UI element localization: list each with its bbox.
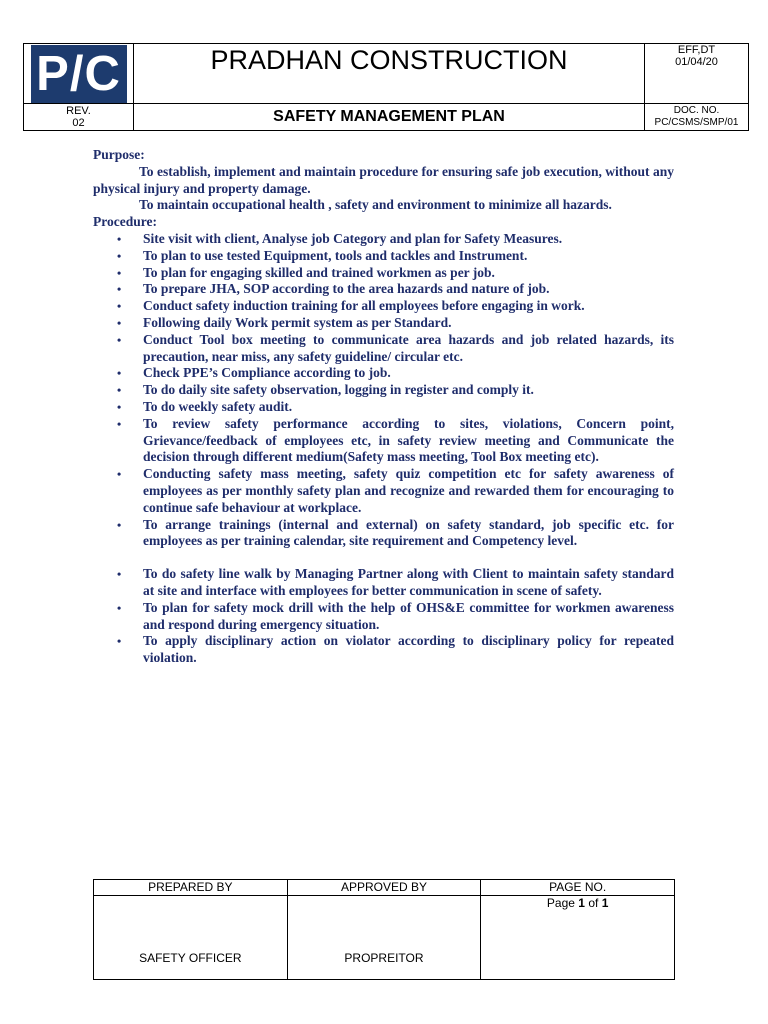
procedure-item bbox=[93, 365, 674, 382]
procedure-item bbox=[93, 281, 674, 298]
procedure-item bbox=[93, 332, 674, 366]
procedure-item-text: To plan to use tested Equipment, tools and tackles and Instrument. bbox=[143, 247, 528, 263]
plan-title: SAFETY MANAGEMENT PLAN bbox=[134, 104, 645, 131]
prepared-by-value: SAFETY OFFICER bbox=[94, 896, 288, 980]
procedure-item bbox=[93, 566, 674, 600]
eff-label: EFF,DT bbox=[677, 44, 716, 56]
bullet-icon: • bbox=[117, 366, 122, 381]
procedure-item bbox=[93, 248, 674, 265]
procedure-list bbox=[93, 231, 674, 550]
bullet-icon: • bbox=[117, 282, 122, 297]
procedure-item bbox=[93, 399, 674, 416]
procedure-item-text: Conduct Tool box meeting to communicate area hazards and job related hazards, its precaution, near miss, any safety guideline/ circular etc. bbox=[143, 331, 674, 364]
procedure-item bbox=[93, 466, 674, 516]
procedure-heading: Procedure: bbox=[93, 214, 157, 230]
bullet-icon: • bbox=[117, 634, 122, 649]
bullet-icon: • bbox=[117, 265, 122, 280]
prepared-by-label: PREPARED BY bbox=[94, 880, 288, 896]
effective-date-cell bbox=[645, 44, 749, 104]
procedure-item-text: To review safety performance according to sites, violations, Concern point, Grievance/feedback of employees etc, in safety review meeting and Communicate the decision through different medium(Safety mass meeting, Tool Box meeting etc). bbox=[143, 415, 674, 465]
procedure-item-text: Check PPE’s Compliance according to job. bbox=[143, 365, 391, 381]
bullet-icon: • bbox=[117, 517, 122, 532]
bullet-icon: • bbox=[117, 383, 122, 398]
procedure-item-text: Following daily Work permit system as per Standard. bbox=[143, 314, 452, 330]
bullet-icon: • bbox=[117, 467, 122, 482]
purpose-line-1: To establish, implement and maintain procedure for ensuring safe job execution, without any physical injury and property damage. bbox=[93, 163, 674, 196]
bullet-icon: • bbox=[117, 567, 122, 582]
bullet-icon: • bbox=[117, 248, 122, 263]
procedure-item-text: To do safety line walk by Managing Partner along with Client to maintain safety standard at site and interface with employees for better communication in scene of safety. bbox=[143, 566, 674, 598]
procedure-item bbox=[93, 600, 674, 634]
procedure-item bbox=[93, 231, 674, 248]
procedure-item-text: Conduct safety induction training for all employees before engaging in work. bbox=[143, 298, 585, 314]
eff-date: 01/04/20 bbox=[675, 56, 718, 68]
company-name: PRADHAN CONSTRUCTION bbox=[134, 44, 645, 104]
procedure-item-text: Site visit with client, Analyse job Category and plan for Safety Measures. bbox=[143, 230, 563, 246]
page-total: 1 bbox=[601, 896, 609, 910]
bullet-icon: • bbox=[117, 600, 122, 615]
procedure-item-text: To do weekly safety audit. bbox=[143, 398, 293, 414]
revision-cell bbox=[24, 104, 134, 131]
doc-number-cell bbox=[645, 104, 749, 131]
bullet-icon: • bbox=[117, 231, 122, 246]
procedure-item-text: To prepare JHA, SOP according to the area hazards and nature of job. bbox=[143, 281, 550, 297]
procedure-item-text: To do daily site safety observation, logging in register and comply it. bbox=[143, 382, 534, 398]
page-word: Page bbox=[546, 896, 575, 910]
bullet-icon: • bbox=[117, 299, 122, 314]
procedure-item bbox=[93, 633, 674, 667]
procedure-item-text: To plan for engaging skilled and trained workmen as per job. bbox=[143, 264, 495, 280]
page-number bbox=[481, 896, 675, 980]
company-logo: P/C bbox=[31, 45, 127, 103]
procedure-item-text: To arrange trainings (internal and external) on safety standard, job specific etc. for employees as per training calendar, site requirement and Competency level. bbox=[143, 516, 674, 549]
rev-value: 02 bbox=[72, 117, 85, 129]
bullet-icon: • bbox=[117, 315, 122, 330]
approved-by-value: PROPREITOR bbox=[287, 896, 481, 980]
approved-by-label: APPROVED BY bbox=[287, 880, 481, 896]
procedure-item bbox=[93, 416, 674, 466]
logo-cell bbox=[24, 44, 134, 104]
bullet-icon: • bbox=[117, 416, 122, 431]
of-word: of bbox=[588, 896, 599, 910]
signature-table bbox=[93, 879, 675, 980]
procedure-item bbox=[93, 517, 674, 551]
rev-label: REV. bbox=[66, 105, 91, 117]
purpose-heading: Purpose: bbox=[93, 147, 145, 162]
bullet-icon: • bbox=[117, 399, 122, 414]
procedure-list-continued bbox=[93, 566, 674, 667]
procedure-item-text: Conducting safety mass meeting, safety quiz competition etc for safety awareness of employees as per monthly safety plan and recognize and rewarded them for encouraging to continue safe behaviour at workplace. bbox=[143, 466, 674, 515]
page-num: 1 bbox=[578, 896, 585, 910]
procedure-item bbox=[93, 315, 674, 332]
page-no-label: PAGE NO. bbox=[481, 880, 675, 896]
purpose-line-2: To maintain occupational health , safety and environment to minimize all hazards. bbox=[139, 197, 612, 213]
document-header-table bbox=[23, 43, 749, 131]
procedure-item bbox=[93, 265, 674, 282]
procedure-item-text: To plan for safety mock drill with the help of OHS&E committee for workmen awareness and respond during emergency situation. bbox=[143, 599, 674, 632]
procedure-item bbox=[93, 382, 674, 399]
document-body bbox=[93, 147, 674, 667]
bullet-icon: • bbox=[117, 332, 122, 347]
doc-value: PC/CSMS/SMP/01 bbox=[654, 117, 739, 128]
procedure-item-text: To apply disciplinary action on violator according to disciplinary policy for repeated violation. bbox=[143, 633, 674, 666]
procedure-item bbox=[93, 298, 674, 315]
doc-label: DOC. NO. bbox=[673, 105, 720, 116]
